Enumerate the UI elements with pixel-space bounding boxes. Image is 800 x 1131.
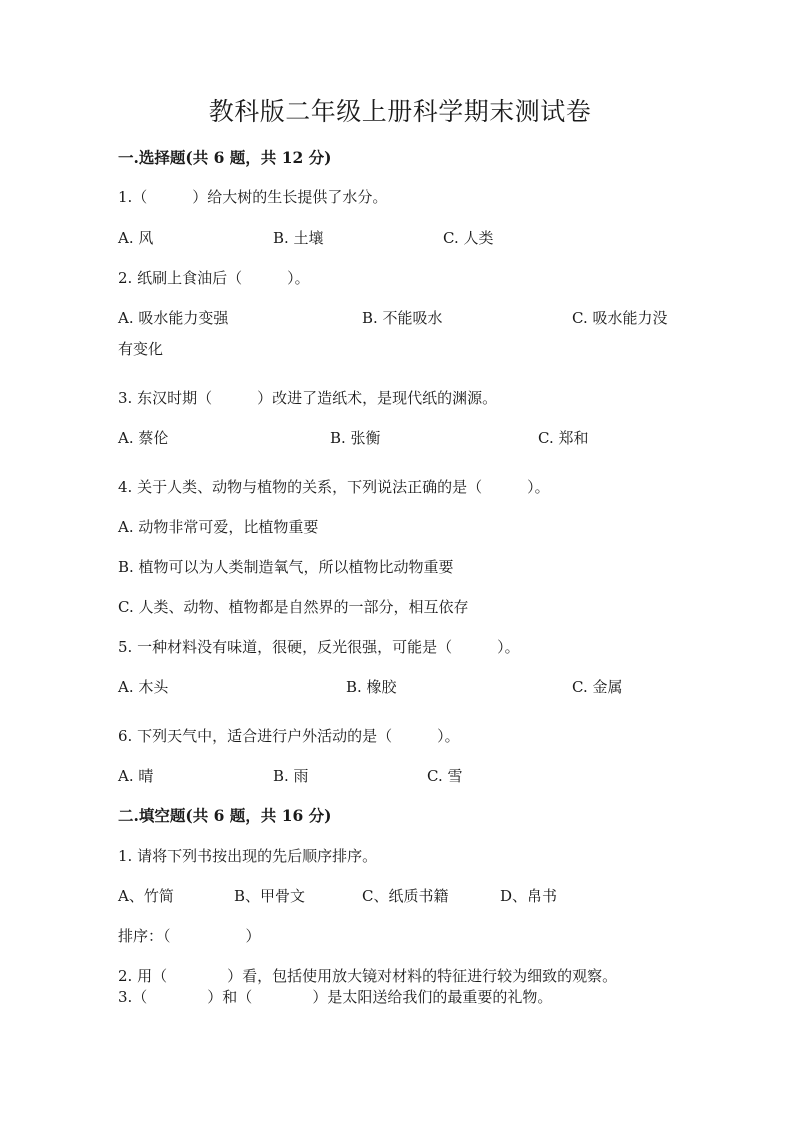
option-a: A. 风	[118, 229, 154, 247]
question-stem: 6. 下列天气中，适合进行户外活动的是（ ）。	[118, 727, 460, 745]
option-c: C. 金属	[572, 678, 623, 696]
option-c: C. 雪	[427, 767, 463, 785]
page-title: 教科版二年级上册科学期末测试卷	[208, 97, 592, 126]
option-a: A. 吸水能力变强	[118, 309, 229, 327]
option-a: A. 晴	[118, 767, 154, 785]
option-b: B. 植物可以为人类制造氧气，所以植物比动物重要	[118, 558, 454, 576]
question-stem: 1. 请将下列书按出现的先后顺序排序。	[118, 847, 378, 865]
question-stem: 5. 一种材料没有味道，很硬，反光很强，可能是（ ）。	[118, 638, 520, 656]
option-b: B. 雨	[273, 767, 309, 785]
sort-item-c: C、纸质书籍	[362, 887, 449, 905]
option-a: A. 木头	[118, 678, 169, 696]
question-stem: 3.（ ）和（ ）是太阳送给我们的最重要的礼物。	[118, 988, 553, 1006]
question-stem: 4. 关于人类、动物与植物的关系，下列说法正确的是（ ）。	[118, 478, 550, 496]
sort-item-b: B、甲骨文	[234, 887, 306, 905]
option-a: A. 蔡伦	[118, 429, 169, 447]
section-heading-fill-blank: 二.填空题(共 6 题，共 16 分)	[118, 806, 332, 825]
option-b: B. 橡胶	[346, 678, 397, 696]
sort-item-a: A、竹简	[118, 887, 174, 905]
question-stem: 1.（ ）给大树的生长提供了水分。	[118, 188, 388, 206]
option-c: C. 人类、动物、植物都是自然界的一部分，相互依存	[118, 598, 469, 616]
section-heading-choice: 一.选择题(共 6 题，共 12 分)	[118, 148, 332, 167]
option-b: B. 土壤	[273, 229, 324, 247]
question-stem: 2. 纸刷上食油后（ ）。	[118, 269, 310, 287]
option-c: C. 人类	[443, 229, 494, 247]
option-c: C. 郑和	[538, 429, 589, 447]
option-c-continued: 有变化	[118, 340, 164, 358]
sort-item-d: D、帛书	[500, 887, 558, 905]
option-a: A. 动物非常可爱，比植物重要	[118, 518, 319, 536]
option-b: B. 张衡	[330, 429, 381, 447]
option-c: C. 吸水能力没	[572, 309, 668, 327]
question-stem: 2. 用（ ）看，包括使用放大镜对材料的特征进行较为细致的观察。	[118, 967, 618, 985]
question-stem: 3. 东汉时期（ ）改进了造纸术，是现代纸的渊源。	[118, 389, 498, 407]
option-b: B. 不能吸水	[362, 309, 443, 327]
answer-blank: 排序：（ ）	[118, 927, 261, 945]
